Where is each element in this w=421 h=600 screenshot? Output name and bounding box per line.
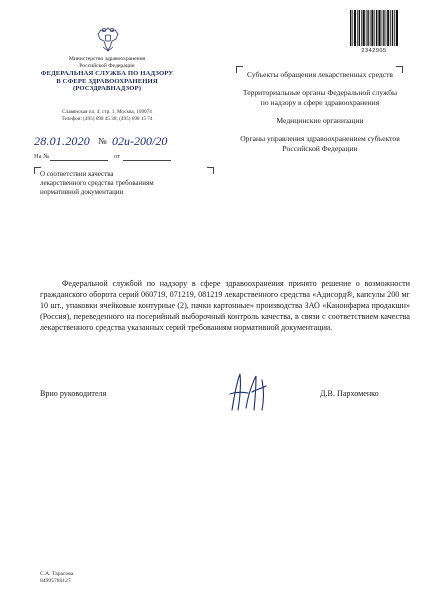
number-sign: № [98,136,107,146]
agency-line: (РОСЗДРАВНАДЗОР) [72,85,142,93]
subject-line: нормативной документации [40,188,124,196]
barcode-icon [350,10,398,46]
recipient-item: Субъекты обращения лекарственных средств [246,70,394,79]
reference-number-label: На № [34,153,50,160]
handwritten-number: 02и-200/20 [112,134,168,148]
recipient-item: Органы управления здравоохранением субъектов Российской Федерации [240,134,400,153]
subject-line: лекарственного средства требованиям [40,179,154,187]
address-line: Славянская пл. 4, стр. 1, Москва, 109074 [62,109,152,115]
letter-body: Федеральной службой по надзору в сфере здравоохранения принято решение о возможности гражданского оборота серий 060719, 071219, 081219 лекарственного средства «Адисорд®, капсулы 200 мг 10 шт., упаковки ячейковые контурные (2), пачки картонные» производства ЗАО «Канонфарма продакшн» (Россия), переведенного на посерийный выборочный контроль качества, в связи с соответствием качества лекарственного средства указанных серий требованиям нормативной документации. [40,279,410,332]
agency-name [22,70,192,93]
reference-line [34,153,209,163]
recipient-item: Медицинские организации [276,115,364,125]
signatory-role: Врио руководителя [40,389,107,398]
letter-subject [40,170,215,197]
address-line: Телефон: (495) 698 45 38; (495) 698 15 74 [61,116,153,122]
reference-number-underline [50,160,108,161]
handwritten-signature-icon [222,370,276,416]
subject-line: О соответствии качества [40,170,114,178]
reference-date-underline [123,160,171,161]
executor-name: С.А. Тарасова [40,571,74,577]
ministry-name [32,56,182,70]
executor-info [40,571,73,585]
agency-line: ФЕДЕРАЛЬНАЯ СЛУЖБА ПО НАДЗОРУ [40,70,174,77]
executor-phone: 84995780127 [40,578,71,584]
ministry-line: Министерство здравоохранения [68,56,146,62]
handwritten-date: 28.01.2020 [34,134,90,148]
recipient-item: Территориальные органы Федеральной службы по надзору в сфере здравоохранения [242,88,398,107]
coat-of-arms-emblem-icon [95,25,121,53]
agency-address [32,109,182,123]
ministry-line: Российской Федерации [79,62,135,69]
recipients-list [240,70,400,162]
barcode-number: 2342905 [361,48,387,54]
agency-line: В СФЕРЕ ЗДРАВООХРАНЕНИЯ [56,77,158,85]
reference-date-label: от [114,153,121,160]
signatory-name: Д.В. Пархоменко [320,389,379,398]
